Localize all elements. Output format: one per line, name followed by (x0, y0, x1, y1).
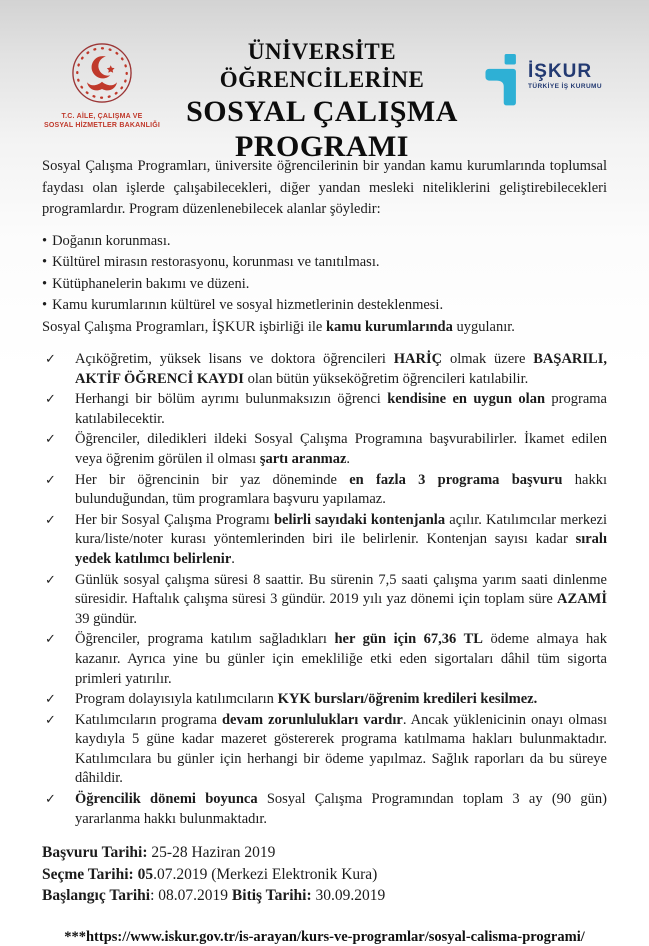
conditions-checklist (42, 350, 607, 829)
checklist-text: Program dolayısıyla katılımcıların KYK bursları/öğrenim kredileri kesilmez. (75, 691, 538, 708)
checkmark-icon: ✓ (45, 512, 56, 528)
iskur-glyph-icon (482, 52, 522, 110)
date-line: Başvuru Tarihi: 25-28 Haziran 2019 (42, 844, 276, 862)
checklist-text: Günlük sosyal çalışma süresi 8 saattir. Bu sürenin 7,5 saati çalışma yarım saati dinlenme süresidir. Haftalık çalışma süresi 3 gündür. 2019 yılı yaz dönemi için toplam süre AZAMİ 39 gündür. (75, 571, 607, 627)
checklist-item (42, 790, 607, 829)
date-line: Başlangıç Tarihi: 08.07.2019 Bitiş Tarihi: 30.09.2019 (42, 887, 386, 905)
checklist-text: Herhangi bir bölüm ayrımı bulunmaksızın öğrenci kendisine en uygun olan programa katılabilecektir. (75, 391, 607, 427)
bullet-icon: • (42, 254, 48, 270)
checklist-text: Katılımcıların programa devam zorunlulukları vardır. Ancak yüklenicinin onayı olması kaydıyla 5 güne kadar mazeret göstererek programa katılmama hakları bulunmaktadır. Katılımcılara bu günler için herhangi bir ödeme yapılmaz. Sağlık raporları da bu süreye dâhildir. (75, 711, 607, 787)
bullet-item (42, 252, 607, 274)
ministry-logo (42, 30, 162, 130)
checklist-item (42, 711, 607, 789)
title-line-2: SOSYAL ÇALIŞMA (186, 95, 458, 128)
title-line-1: ÜNİVERSİTE ÖĞRENCİLERİNE (219, 39, 425, 92)
cooperation-line: Sosyal Çalışma Programları, İŞKUR işbirliği ile kamu kurumlarında uygulanır. (42, 318, 515, 335)
page-title (162, 30, 482, 164)
checkmark-icon: ✓ (45, 632, 56, 648)
iskur-wordmark (528, 52, 602, 90)
checklist-text: Her bir Sosyal Çalışma Programı belirli sayıdaki kontenjanla açılır. Katılımcılar merkezi kura/liste/noter kurası yöntemlerinden biri ile belirlenir. Kontenjan sayısı kadar sıralı yedek katılımcı belirlenir. (75, 511, 607, 567)
checkmark-icon: ✓ (45, 572, 56, 588)
ministry-caption-line1: T.C. AİLE, ÇALIŞMA VE (61, 113, 143, 120)
ministry-caption-line2: SOSYAL HİZMETLER BAKANLIĞI (43, 122, 161, 129)
checklist-item (42, 690, 607, 710)
checkmark-icon: ✓ (45, 712, 56, 728)
checklist-item (42, 630, 607, 689)
checklist-item (42, 471, 607, 510)
bullet-text: Kütüphanelerin bakımı ve düzeni. (52, 275, 250, 292)
checklist-item (42, 511, 607, 570)
date-line: Seçme Tarihi: 05.07.2019 (Merkezi Elektronik Kura) (42, 865, 378, 883)
checkmark-icon: ✓ (45, 432, 56, 448)
iskur-logo (482, 30, 607, 110)
intro-paragraph: Sosyal Çalışma Programları, üniversite öğrencilerinin bir yandan kamu kurumlarında toplumsal faydası olan işlerde çalışabilecekleri, diğer yandan mesleki niteliklerini geliştirebilecekleri programlardır. Program düzenlenebilecek alanlar şöyledir: (42, 158, 607, 217)
checklist-item (42, 350, 607, 389)
bullet-text: Kamu kurumlarının kültürel ve sosyal hizmetlerinin desteklenmesi. (52, 297, 444, 313)
program-dates (42, 842, 607, 907)
bullet-item (42, 274, 607, 296)
checklist-item (42, 571, 607, 630)
checkmark-icon: ✓ (45, 472, 56, 488)
checklist-item (42, 390, 607, 429)
bullet-item (42, 295, 607, 317)
ministry-caption (42, 112, 162, 130)
checklist-text: Öğrenciler, programa katılım sağladıkları her gün için 67,36 TL ödeme almaya hak kazanır. Ayrıca yine bu günler için emekliliğe etki eden sigortaları dâhil tüm sigorta primleri yatırılır. (75, 631, 607, 687)
document-header (42, 30, 607, 163)
checkmark-icon: ✓ (45, 352, 56, 367)
bullet-icon: • (42, 232, 48, 249)
checkmark-icon: ✓ (45, 692, 56, 708)
program-areas-list (42, 231, 607, 317)
checklist-text: Her bir öğrencinin bir yaz döneminde en fazla 3 programa başvuru hakkı bulunduğundan, tüm programlara başvuru yapılamaz. (75, 471, 607, 508)
checklist-text: Öğrenciler, diledikleri ildeki Sosyal Çalışma Programına başvurabilirler. İkamet edilen veya öğrenim görülen il olması şartı aranmaz. (75, 431, 607, 467)
checkmark-icon: ✓ (45, 792, 56, 808)
title-line-3: PROGRAMI (235, 130, 409, 163)
bullet-item (42, 231, 607, 253)
iskur-name: İŞKUR (528, 61, 593, 82)
program-url: ***https://www.iskur.gov.tr/is-arayan/kurs-ve-programlar/sosyal-calisma-programi/ (64, 928, 585, 945)
bullet-text: Kültürel mirasın restorasyonu, korunması ve tanıtılması. (52, 254, 380, 270)
iskur-subtitle: TÜRKİYE İŞ KURUMU (528, 83, 602, 90)
bullet-text: Doğanın korunması. (52, 232, 171, 249)
checklist-text: Açıköğretim, yüksek lisans ve doktora öğrencileri HARİÇ olmak üzere BAŞARILI, AKTİF ÖĞRENCİ KAYDI olan bütün yükseköğretim öğrencileri katılabilir. (75, 351, 607, 387)
bullet-icon: • (42, 297, 48, 313)
checkmark-icon: ✓ (45, 392, 56, 408)
checklist-text: Öğrencilik dönemi boyunca Sosyal Çalışma Programından toplam 3 ay (90 gün) yararlanma hakkı bulunmaktadır. (75, 791, 607, 827)
checklist-item (42, 430, 607, 469)
bullet-icon: • (42, 275, 48, 292)
ministry-emblem-icon (71, 42, 133, 104)
